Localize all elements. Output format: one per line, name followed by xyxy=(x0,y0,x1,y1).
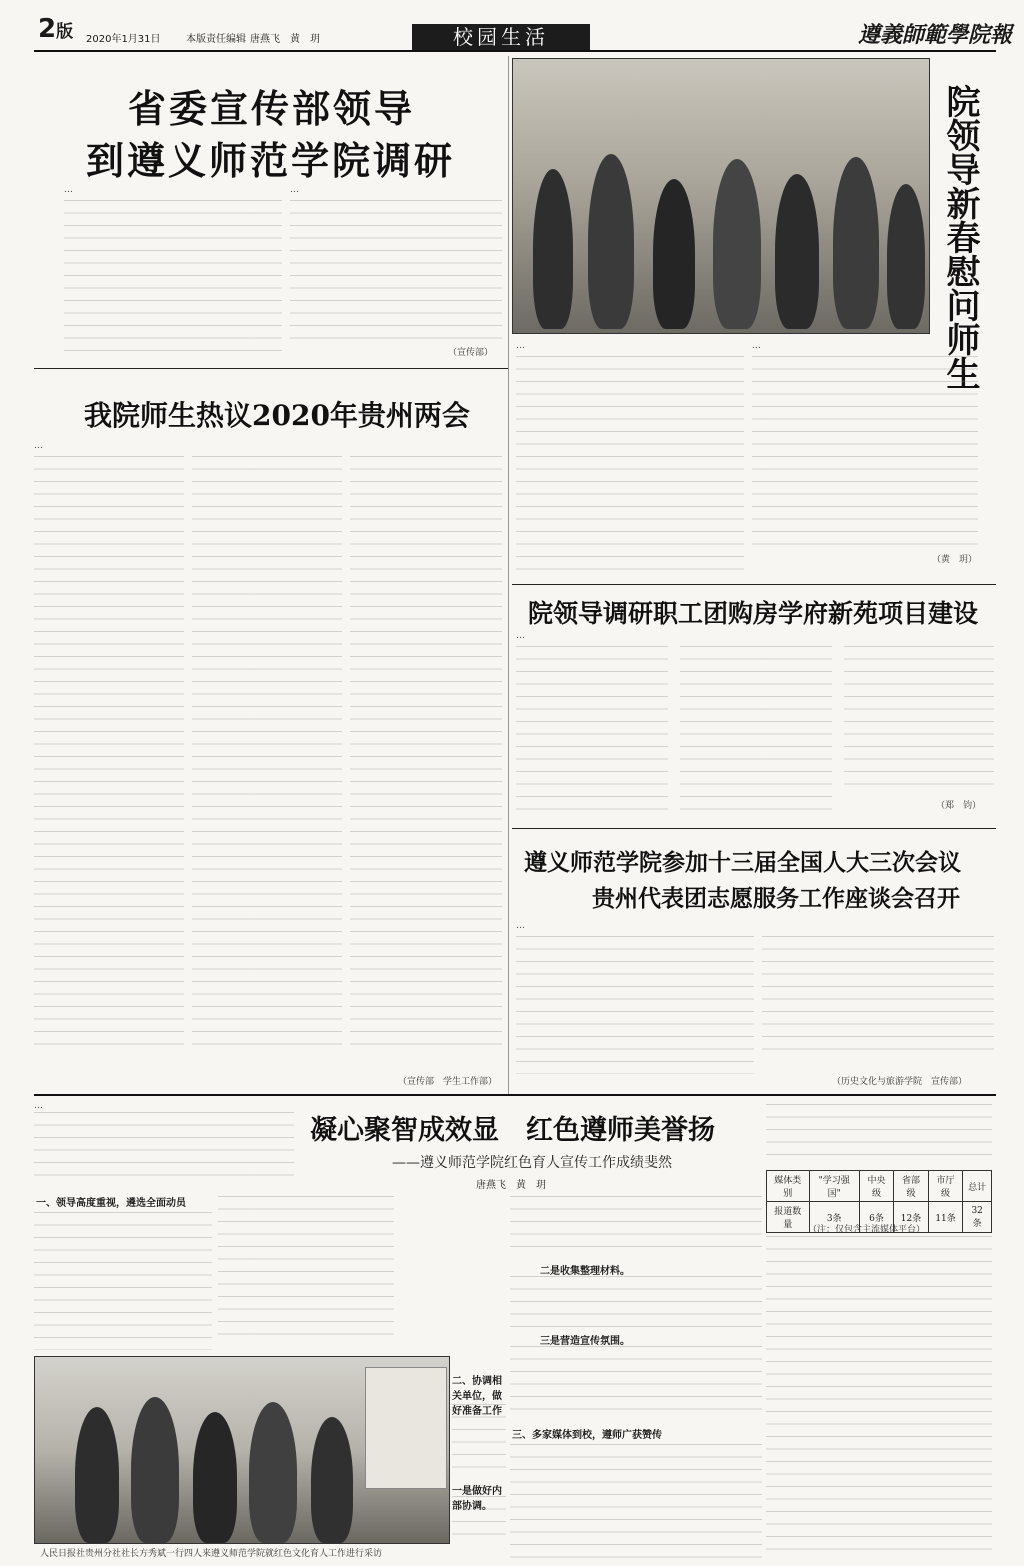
table-header-cell: 市厅级 xyxy=(928,1171,963,1202)
table-cell: 6条 xyxy=(859,1202,893,1233)
article3-body: … xyxy=(516,631,525,641)
exhibit-board xyxy=(365,1367,447,1489)
article5-author: 唐燕飞 黄 玥 xyxy=(476,1180,546,1191)
interview-photo xyxy=(34,1356,450,1544)
sub-item-heading: 二是收集整理材料。 xyxy=(540,1266,630,1277)
article1-title-line1: 省委宣传部领导 xyxy=(128,86,416,131)
article-photo1-byline: （黄 玥） xyxy=(932,555,978,565)
article5-text-col2 xyxy=(218,1196,394,1346)
photo-figure xyxy=(249,1402,297,1543)
table-header-cell: "学习强国" xyxy=(809,1171,859,1202)
article5-body: … xyxy=(34,1101,43,1111)
photo-figure xyxy=(887,184,925,329)
editors: 唐燕飞 黄 玥 xyxy=(250,34,320,45)
photo-figure xyxy=(775,174,819,329)
article4-title-line2: 贵州代表团志愿服务工作座谈会召开 xyxy=(592,885,960,912)
article1-title-line2: 到遵义师范学院调研 xyxy=(86,138,456,183)
article5-intro-text xyxy=(34,1112,294,1186)
article-photo1-text-area-col1 xyxy=(516,356,744,574)
table-header-row xyxy=(767,1171,992,1202)
table-cell: 3条 xyxy=(809,1202,859,1233)
article3-title: 院领导调研职工团购房学府新苑项目建设 xyxy=(528,599,979,628)
paper-name: 遵義師範學院報 xyxy=(858,22,1013,48)
article4-byline: （历史文化与旅游学院 宣传部） xyxy=(832,1077,968,1087)
article4-text-col1 xyxy=(516,936,754,1074)
article2-text-col2 xyxy=(192,456,342,1056)
article5-text-col1 xyxy=(34,1212,212,1350)
article-photo1-text-area-col2 xyxy=(752,356,978,552)
photo-figure xyxy=(311,1417,353,1543)
article4-text-col2 xyxy=(762,936,994,1060)
article2-title: 我院师生热议2020年贵州两会 xyxy=(84,399,470,432)
article-photo1-body-col2: … xyxy=(752,341,761,351)
table-header-cell: 总计 xyxy=(963,1171,992,1202)
article3-text-col3 xyxy=(844,646,994,796)
section-banner: 校园生活 xyxy=(412,24,590,50)
article5-text-col3d xyxy=(510,1444,762,1558)
table-cell: 报道数量 xyxy=(767,1202,810,1233)
article1-body-col1: … xyxy=(64,185,73,195)
photo-figure xyxy=(833,157,879,329)
table-header-cell: 省部级 xyxy=(894,1171,929,1202)
table-header-cell: 中央级 xyxy=(859,1171,893,1202)
article3-text-col1 xyxy=(516,646,668,814)
article5-text-col3b xyxy=(510,1276,762,1328)
article5-text-col3c xyxy=(510,1346,762,1418)
photo-figure xyxy=(533,169,573,329)
section1-heading: 一、领导高度重视，遴选全面动员 xyxy=(36,1198,186,1209)
photo-caption: 人民日报社贵州分社社长方秀斌一行四人来遵义师范学院就红色文化育人工作进行采访 xyxy=(40,1549,383,1559)
section2-heading: 二、协调相关单位，做好准备工作 xyxy=(452,1376,502,1417)
photo-figure xyxy=(588,154,634,329)
article1-text-area-col1 xyxy=(64,200,282,355)
sub-item-heading: 一是做好内部协调。 xyxy=(452,1486,502,1512)
divider xyxy=(512,828,996,829)
article2-text-col3 xyxy=(350,456,502,1054)
issue-date: 2020年1月31日 xyxy=(86,34,161,45)
article2-body: … xyxy=(34,441,43,451)
article-photo1-vertical-title: 院领导新春慰问师生 xyxy=(940,84,980,390)
article1-body-col2: … xyxy=(290,185,299,195)
article3-text-col2 xyxy=(680,646,832,814)
photo-figure xyxy=(193,1412,237,1543)
photo-figure xyxy=(131,1397,179,1543)
column-divider xyxy=(508,56,509,1094)
article5-text-col3 xyxy=(510,1196,762,1256)
article4-title-line1: 遵义师范学院参加十三届全国人大三次会议 xyxy=(524,849,961,876)
new-year-visit-photo xyxy=(512,58,930,334)
article1-byline: （宣传部） xyxy=(448,348,494,358)
section3-heading: 三、多家媒体到校，遵师广获赞传 xyxy=(512,1430,662,1441)
masthead-rule xyxy=(34,50,996,52)
article5-right-intro-text xyxy=(766,1104,992,1164)
sub-item-heading: 三是营造宣传氛围。 xyxy=(540,1336,630,1347)
editor-label: 本版责任编辑 xyxy=(186,34,246,45)
table-cell: 11条 xyxy=(928,1202,963,1233)
photo-figure xyxy=(713,159,761,329)
article1-text-area-col2 xyxy=(290,200,502,340)
article2-byline: （宣传部 学生工作部） xyxy=(398,1077,498,1087)
article5-subtitle: ——遵义师范学院红色育人宣传工作成绩斐然 xyxy=(392,1155,672,1171)
divider xyxy=(34,368,508,369)
divider xyxy=(34,1094,996,1096)
table-caption: （注：仅包含主流媒体平台） xyxy=(808,1225,926,1235)
table-cell: 32条 xyxy=(963,1202,992,1233)
article2-text-col1 xyxy=(34,456,184,1056)
article-photo1-body-col1: … xyxy=(516,341,525,351)
article5-side-text xyxy=(452,1404,506,1474)
photo-figure xyxy=(75,1407,119,1543)
table-cell: 12条 xyxy=(894,1202,929,1233)
article5-text-col4 xyxy=(766,1236,992,1558)
photo-figure xyxy=(653,179,695,329)
article4-body: … xyxy=(516,921,525,931)
article3-byline: （郑 钧） xyxy=(936,801,982,811)
divider xyxy=(512,584,996,585)
masthead xyxy=(0,0,1024,50)
page-number: 2版 xyxy=(38,14,74,44)
article5-title: 凝心聚智成效显 红色遵师美誉扬 xyxy=(310,1115,715,1146)
table-header-cell: 媒体类别 xyxy=(767,1171,810,1202)
article5-side-text2 xyxy=(452,1496,506,1542)
